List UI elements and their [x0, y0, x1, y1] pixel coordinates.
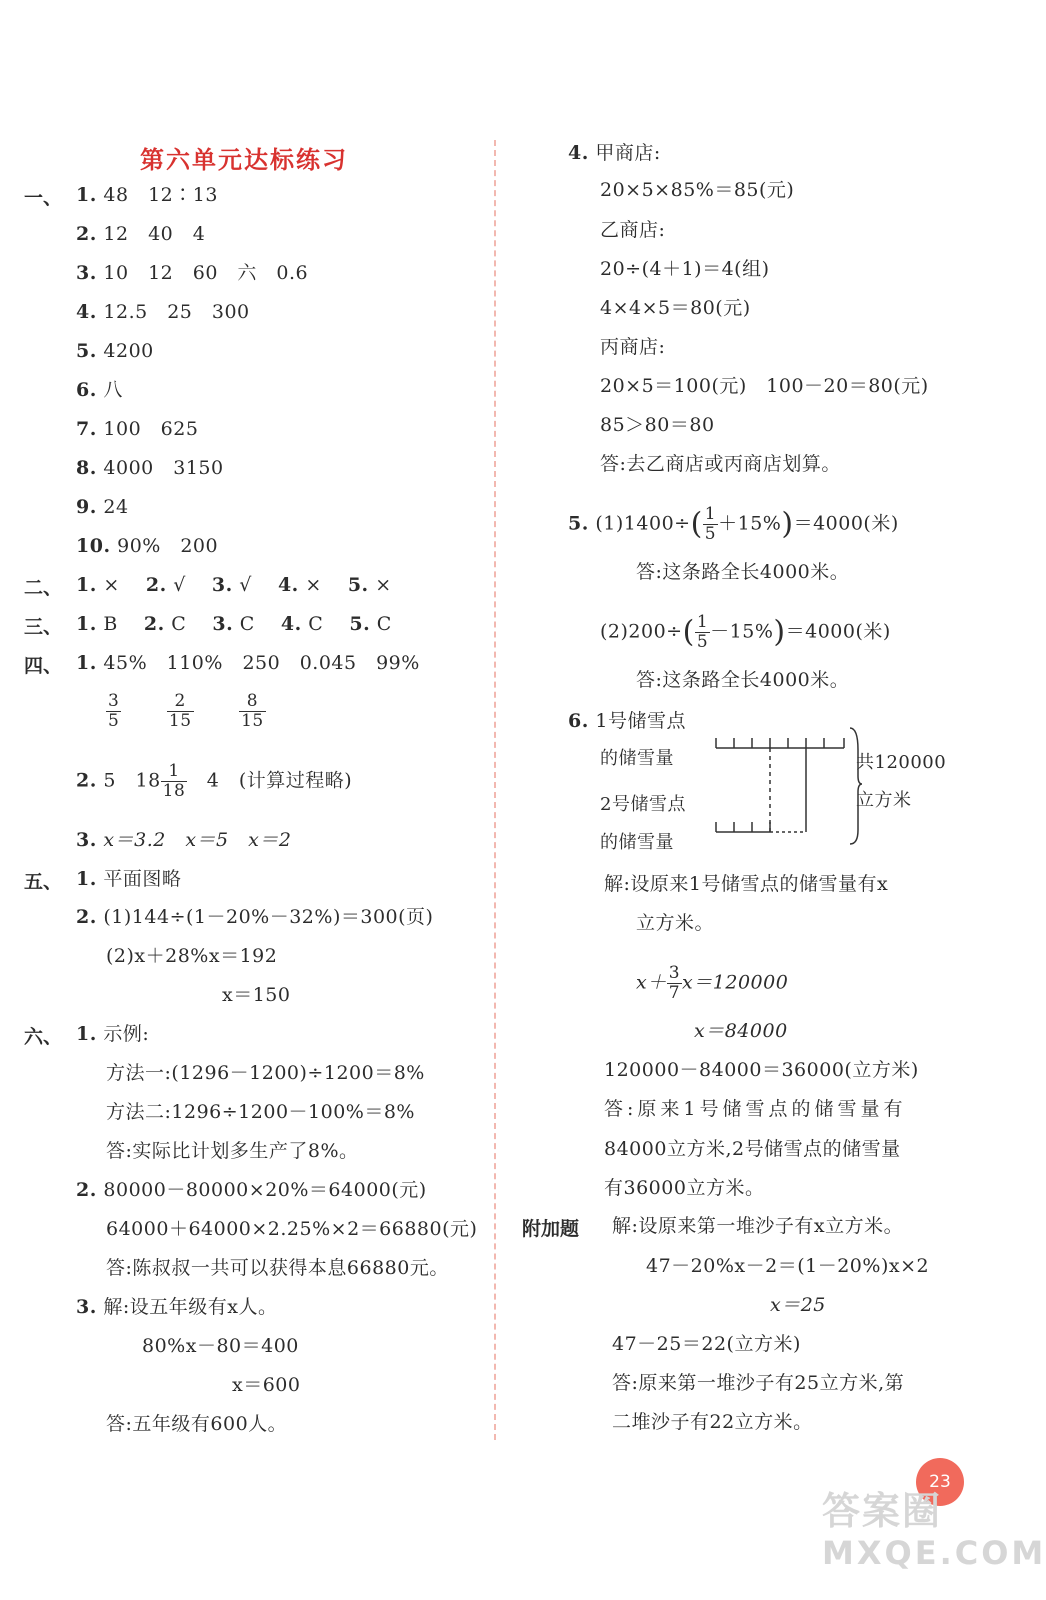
diagram-total-line-1: 共120000 — [856, 752, 947, 773]
answer-5-2-b: (2)x＋28%x＝192 — [106, 945, 278, 967]
answer-r4-c: 乙商店: — [600, 219, 666, 241]
denominator: 15 — [168, 711, 192, 731]
diagram-label: 1号储雪点 — [595, 710, 686, 732]
judge-mark: × — [103, 574, 120, 596]
answer-r6-d: x＝84000 — [694, 1020, 788, 1042]
answer-text: x＝120000 — [682, 971, 789, 994]
answer-4-3 — [76, 828, 291, 852]
judge-mark: √ — [173, 574, 186, 596]
answer-r4-f: 丙商店: — [600, 336, 666, 358]
item-number: 3. — [211, 574, 233, 596]
choice-letter: C — [308, 613, 324, 635]
answer-text: 12.5 25 300 — [103, 301, 250, 323]
judge-mark: × — [375, 574, 392, 596]
answer-6-1-c: 方法二:1296÷1200－100%＝8% — [106, 1101, 415, 1123]
answer-5-2 — [76, 905, 433, 929]
answer-r4-g: 20×5＝100(元) 100－20＝80(元) — [600, 375, 929, 397]
answer-r4-h: 85＞80＝80 — [600, 414, 715, 436]
answer-1-4 — [76, 300, 250, 324]
answer-r5-1 — [568, 505, 899, 544]
answer-r6-g: 84000立方米,2号储雪点的储雪量 — [604, 1138, 901, 1160]
answer-r4-b: 20×5×85%＝85(元) — [600, 179, 795, 201]
answer-1-10 — [76, 534, 218, 558]
answer-extra-e: 答:原来第一堆沙子有25立方米,第 — [612, 1372, 905, 1394]
answer-extra-c: x＝25 — [770, 1294, 826, 1316]
choice-letter: C — [239, 613, 255, 635]
answer-6-1 — [76, 1022, 149, 1046]
answer-text: 80000－80000×20%＝64000(元) — [103, 1179, 427, 1201]
item-number: 4. — [277, 574, 299, 596]
numerator: 1 — [161, 762, 188, 782]
item-number: 2. — [76, 906, 97, 928]
item-number: 3. — [76, 1296, 97, 1318]
item-number: 5. — [347, 574, 369, 596]
answer-text: －15% — [710, 620, 774, 643]
answer-1-3 — [76, 261, 308, 285]
page-title: 第六单元达标练习 — [140, 146, 348, 174]
answer-r6-c — [636, 964, 788, 1003]
watermark-logo: 答案圈 — [822, 1489, 943, 1533]
answer-extra-f: 二堆沙子有22立方米。 — [612, 1411, 813, 1433]
answer-text: 4200 — [103, 340, 154, 362]
item-number: 3. — [76, 262, 97, 284]
choice-letter: B — [103, 613, 118, 635]
item-number: 1. — [76, 652, 97, 674]
answer-text: ＝4000(米) — [785, 620, 891, 643]
fraction — [667, 964, 682, 1003]
section-2-label: 二、 — [24, 577, 63, 599]
answer-text: ＋15% — [718, 512, 782, 535]
right-paren: ) — [773, 614, 786, 650]
answer-text: 90% 200 — [117, 535, 219, 557]
item-number: 2. — [145, 574, 167, 596]
fraction — [106, 692, 121, 731]
answer-text: 4000 3150 — [103, 457, 224, 479]
answer-r6 — [568, 709, 686, 733]
item-number: 2. — [76, 769, 97, 792]
diagram-label-4: 的储雪量 — [600, 832, 674, 853]
item-number: 5. — [349, 613, 371, 635]
answer-1-8 — [76, 456, 224, 480]
item-number: 6. — [568, 710, 589, 732]
answer-4-1 — [76, 651, 420, 675]
answer-6-2-c: 答:陈叔叔一共可以获得本息66880元。 — [106, 1257, 449, 1279]
numerator: 8 — [239, 692, 266, 712]
diagram-label-3: 2号储雪点 — [600, 794, 686, 815]
answer-1-6 — [76, 378, 123, 402]
section-3-label: 三、 — [24, 616, 63, 638]
item-number: 1. — [76, 574, 97, 596]
answer-1-7 — [76, 417, 198, 441]
answer-text: x＝3.2 x＝5 x＝2 — [103, 829, 292, 851]
answer-r6-h: 有36000立方米。 — [604, 1177, 765, 1199]
page-number-badge: 23 — [916, 1458, 964, 1506]
denominator: 5 — [696, 632, 709, 652]
item-number: 1. — [76, 613, 97, 635]
fraction-answers — [106, 692, 266, 731]
right-paren: ) — [781, 506, 794, 542]
answer-text: 平面图略 — [103, 868, 182, 890]
answer-text: 4 (计算过程略) — [187, 769, 353, 792]
answer-r6-e: 120000－84000＝36000(立方米) — [604, 1059, 919, 1081]
item-number: 1. — [76, 1023, 97, 1045]
answer-6-1-b: 方法一:(1296－1200)÷1200＝8% — [106, 1062, 425, 1084]
answer-text: 24 — [103, 496, 129, 518]
watermark-url: MXQE.COM — [822, 1534, 1046, 1572]
item-number: 2. — [76, 223, 97, 245]
snow-storage-diagram — [712, 720, 862, 845]
item-number: 2. — [143, 613, 165, 635]
answer-6-3 — [76, 1295, 278, 1319]
fraction — [167, 692, 194, 731]
answer-text: 解:设五年级有x人。 — [103, 1296, 278, 1318]
item-number: 1. — [76, 868, 97, 890]
numerator: 1 — [704, 504, 717, 524]
item-number: 3. — [212, 613, 234, 635]
section-1-label: 一、 — [24, 187, 63, 209]
answer-r6-a: 解:设原来1号储雪点的储雪量有x — [604, 873, 889, 895]
numerator: 3 — [668, 963, 681, 983]
answer-1-1 — [76, 183, 218, 207]
answer-r4-e: 4×4×5＝80(元) — [600, 297, 751, 319]
answer-6-3-c: x＝600 — [232, 1374, 301, 1396]
answer-1-9 — [76, 495, 129, 519]
denominator: 5 — [108, 711, 120, 731]
answer-6-2 — [76, 1178, 427, 1202]
left-paren: ( — [682, 614, 695, 650]
diagram-brace — [850, 728, 862, 844]
answer-r4 — [568, 141, 661, 165]
item-number: 4. — [568, 142, 589, 164]
choice-letter: C — [171, 613, 187, 635]
numerator: 2 — [167, 692, 194, 712]
denominator: 7 — [668, 983, 681, 1003]
answer-text: x＋ — [636, 971, 667, 994]
answer-text: (1)144÷(1－20%－32%)＝300(页) — [103, 906, 434, 928]
choice-answers — [76, 612, 392, 636]
section-5-label: 五、 — [24, 871, 63, 893]
judge-mark: √ — [239, 574, 252, 596]
section-6-label: 六、 — [24, 1026, 63, 1048]
item-number: 1. — [76, 184, 97, 206]
answer-extra-a: 解:设原来第一堆沙子有x立方米。 — [612, 1215, 904, 1237]
answer-text: 5 18 — [103, 769, 161, 792]
item-number: 7. — [76, 418, 97, 440]
left-paren: ( — [690, 506, 703, 542]
answer-6-3-b: 80%x－80＝400 — [142, 1335, 299, 1357]
item-number: 8. — [76, 457, 97, 479]
answer-extra-b: 47－20%x－2＝(1－20%)x×2 — [646, 1255, 930, 1277]
answer-1-2 — [76, 222, 205, 246]
answer-5-1 — [76, 867, 181, 891]
answer-r4-i: 答:去乙商店或丙商店划算。 — [600, 453, 841, 475]
answer-r4-d: 20÷(4＋1)＝4(组) — [600, 258, 770, 280]
answer-text: 八 — [103, 379, 123, 401]
answer-6-2-b: 64000＋64000×2.25%×2＝66880(元) — [106, 1218, 478, 1240]
item-number: 5. — [76, 340, 97, 362]
denominator: 15 — [241, 711, 264, 731]
fraction — [239, 692, 266, 731]
item-number: 4. — [76, 301, 97, 323]
judge-mark: × — [305, 574, 322, 596]
choice-letter: C — [376, 613, 392, 635]
diagram-total-line-2: 立方米 — [856, 790, 912, 811]
item-number: 6. — [76, 379, 97, 401]
answer-r6-b: 立方米。 — [636, 912, 715, 934]
item-number: 9. — [76, 496, 97, 518]
answer-r6-f: 答:原来1号储雪点的储雪量有 — [604, 1098, 907, 1120]
denominator: 5 — [704, 524, 717, 544]
answer-text: ＝4000(米) — [793, 512, 899, 535]
answer-text: (1)1400÷ — [595, 512, 691, 535]
answer-text: 10 12 60 六 0.6 — [103, 262, 309, 284]
answer-text: 100 625 — [103, 418, 199, 440]
numerator: 1 — [696, 612, 709, 632]
item-number: 3. — [76, 829, 97, 851]
answer-r5-b: 答:这条路全长4000米。 — [636, 561, 850, 583]
answer-text: 示例: — [103, 1023, 150, 1045]
answer-r5-d: 答:这条路全长4000米。 — [636, 669, 850, 691]
judge-answers — [76, 573, 392, 597]
answer-text: 48 12∶13 — [103, 184, 218, 206]
numerator: 3 — [108, 691, 120, 711]
extra-question-label: 附加题 — [522, 1218, 580, 1240]
answer-4-2 — [76, 762, 352, 801]
answer-text: 45% 110% 250 0.045 99% — [103, 652, 420, 674]
answer-text: 12 40 4 — [103, 223, 206, 245]
item-number: 2. — [76, 1179, 97, 1201]
column-divider — [494, 140, 496, 1440]
answer-text: 甲商店: — [595, 142, 661, 164]
answer-r5-2 — [600, 613, 891, 652]
denominator: 18 — [162, 781, 186, 801]
item-number: 5. — [568, 512, 589, 535]
answer-extra-d: 47－25＝22(立方米) — [612, 1333, 801, 1355]
answer-6-1-d: 答:实际比计划多生产了8%。 — [106, 1140, 359, 1162]
item-number: 4. — [280, 613, 302, 635]
answer-5-2-c: x＝150 — [222, 984, 291, 1006]
answer-6-3-d: 答:五年级有600人。 — [106, 1413, 288, 1435]
fraction — [161, 762, 188, 801]
section-4-label: 四、 — [24, 655, 63, 677]
fraction — [703, 505, 718, 544]
fraction — [695, 613, 710, 652]
answer-text: (2)200÷ — [600, 620, 683, 643]
diagram-label-2: 的储雪量 — [600, 748, 674, 769]
answer-1-5 — [76, 339, 154, 363]
item-number: 10. — [76, 535, 111, 557]
